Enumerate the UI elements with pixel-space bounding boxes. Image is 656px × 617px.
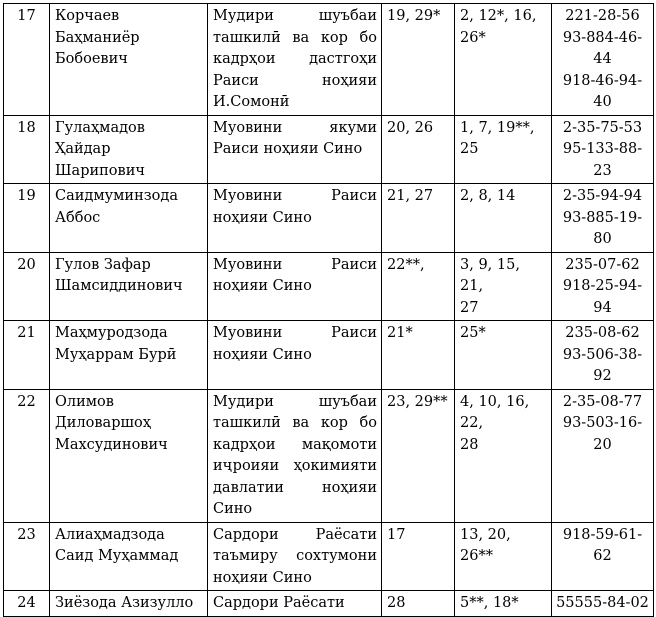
name-line: Саид Муҳаммад — [55, 548, 179, 564]
position-cell — [208, 389, 382, 522]
col5-line: 27 — [460, 299, 479, 316]
row-number: 23 — [17, 526, 36, 543]
row-number-cell — [4, 591, 50, 617]
phones-line: 235-07-62 — [565, 256, 640, 273]
duty-dates-cell-b — [455, 321, 552, 390]
row-number-cell — [4, 252, 50, 321]
name-line: Шамсиддинович — [55, 278, 183, 294]
duty-dates-cell-a — [382, 252, 455, 321]
position-line: Раиси ноҳияи Сино — [213, 141, 363, 157]
name-line: Шарипович — [55, 162, 145, 179]
position-line: Сардори Раёсати — [213, 595, 345, 611]
row-number-cell — [4, 4, 50, 116]
row-number-cell — [4, 115, 50, 184]
name-cell — [50, 4, 208, 116]
col4-line: 22**, — [387, 256, 425, 273]
phone-cell — [552, 184, 654, 253]
col5-line: 25* — [460, 325, 486, 341]
row-number: 21 — [17, 325, 36, 341]
phone-cell — [552, 591, 654, 617]
name-cell — [50, 389, 208, 522]
duty-dates-cell-b — [455, 389, 552, 522]
phones-line: 918-46-94-40 — [562, 72, 643, 110]
col5-line: 2, 12*, 16, — [460, 8, 537, 24]
col4-line: 28 — [387, 595, 406, 611]
name-cell — [50, 522, 208, 591]
row-number-cell — [4, 389, 50, 522]
position-line: иҷроияи ҳокимияти — [213, 458, 377, 474]
table-row — [4, 4, 654, 116]
name-cell — [50, 252, 208, 321]
name-line: Муҳаррам Бурӣ — [55, 346, 177, 363]
col5-line: 2, 8, 14 — [460, 188, 516, 204]
position-line: Муовини якуми — [213, 119, 377, 136]
duty-dates-cell-a — [382, 389, 455, 522]
row-number: 19 — [17, 188, 36, 204]
name-line: Олимов — [55, 393, 114, 410]
table-row — [4, 252, 654, 321]
position-line: таъмиру сохтумони — [213, 548, 377, 564]
phone-cell — [552, 522, 654, 591]
name-line: Баҳманиёр — [55, 29, 140, 46]
phone-cell — [552, 389, 654, 522]
position-cell — [208, 4, 382, 116]
position-line: Сино — [213, 501, 253, 517]
phones-line: 2-35-75-53 — [562, 119, 643, 136]
row-number: 24 — [17, 595, 36, 611]
name-line: Зиёзода Азизулло — [55, 595, 194, 611]
row-number: 18 — [17, 119, 36, 136]
table-row — [4, 321, 654, 390]
duty-dates-cell-a — [382, 591, 455, 617]
position-line: ташкилӣ ва кор бо — [213, 415, 377, 431]
position-line: ташкилӣ ва кор бо — [213, 29, 377, 46]
table-row — [4, 389, 654, 522]
duty-dates-cell-b — [455, 115, 552, 184]
phones-line: 93-885-19-80 — [562, 209, 643, 247]
name-cell — [50, 591, 208, 617]
name-line: Диловаршоҳ — [55, 415, 151, 431]
position-line: Сардори Раёсати — [213, 526, 377, 543]
table-row — [4, 115, 654, 184]
phones-line: 2-35-94-94 — [562, 188, 643, 204]
col5-line: 3, 9, 15, 21, — [460, 256, 520, 294]
phones-line: 95-133-88-23 — [562, 141, 643, 179]
position-line: кадрҳои дастгоҳи — [213, 51, 377, 67]
position-line: ноҳияи Сино — [213, 346, 312, 363]
col5-line: 13, 20, 26** — [460, 526, 511, 564]
position-line: Муовини Раиси — [213, 256, 377, 273]
duty-dates-cell-a — [382, 522, 455, 591]
phone-cell — [552, 252, 654, 321]
phone-cell — [552, 321, 654, 390]
duty-dates-cell-b — [455, 522, 552, 591]
phones-line: 918-25-94-94 — [562, 278, 643, 316]
name-line: Саидмуминзода — [55, 188, 178, 204]
position-line: Мудири шуъбаи — [213, 393, 377, 410]
position-line: Мудири шуъбаи — [213, 8, 377, 24]
name-line: Гулаҳмадов — [55, 119, 145, 136]
name-line: Корчаев — [55, 8, 120, 24]
position-line: кадрҳои мақомоти — [213, 436, 377, 453]
col5-line: 5**, 18* — [460, 595, 519, 611]
duty-schedule-table — [3, 3, 654, 617]
duty-dates-cell-b — [455, 591, 552, 617]
position-cell — [208, 522, 382, 591]
name-cell — [50, 184, 208, 253]
phones-line: 93-503-16-20 — [562, 415, 643, 453]
row-number: 22 — [17, 393, 36, 410]
phones-line: 221-28-56 — [565, 8, 640, 24]
col4-line: 23, 29** — [387, 393, 448, 410]
col5-line: 26* — [460, 29, 486, 46]
position-cell — [208, 321, 382, 390]
position-line: ноҳияи Сино — [213, 569, 312, 586]
col4-line: 17 — [387, 526, 406, 543]
table-row — [4, 522, 654, 591]
position-line: Муовини Раиси — [213, 188, 377, 204]
duty-dates-cell-a — [382, 115, 455, 184]
phones-line: 2-35-08-77 — [562, 393, 643, 410]
col5-line: 28 — [460, 436, 479, 453]
col4-line: 20, 26 — [387, 119, 434, 136]
position-cell — [208, 115, 382, 184]
col4-line: 19, 29* — [387, 8, 441, 24]
duty-dates-cell-a — [382, 4, 455, 116]
position-line: давлатии ноҳияи — [213, 479, 377, 496]
position-line: Раиси ноҳияи — [213, 72, 377, 89]
name-line: Гулов Зафар — [55, 256, 151, 273]
col5-line: 1, 7, 19**, 25 — [460, 119, 535, 157]
phone-cell — [552, 115, 654, 184]
row-number: 20 — [17, 256, 36, 273]
name-line: Ҳайдар — [55, 141, 111, 157]
phones-line: 93-884-46-44 — [562, 29, 643, 67]
position-line: ноҳияи Сино — [213, 209, 312, 226]
phones-line: 93-506-38-92 — [562, 346, 643, 384]
duty-dates-cell-a — [382, 184, 455, 253]
position-line: Муовини Раиси — [213, 325, 377, 341]
row-number: 17 — [17, 8, 36, 24]
name-line: Алиаҳмадзода — [55, 526, 165, 543]
phones-line: 55555-84-02 — [556, 595, 649, 611]
position-line: И.Сомонӣ — [213, 94, 290, 110]
name-line: Махсудинович — [55, 436, 168, 453]
position-cell — [208, 591, 382, 617]
name-line: Бобоевич — [55, 51, 128, 67]
col4-line: 21* — [387, 325, 413, 341]
duty-dates-cell-b — [455, 4, 552, 116]
position-cell — [208, 252, 382, 321]
position-cell — [208, 184, 382, 253]
position-line: ноҳияи Сино — [213, 278, 312, 294]
col5-line: 4, 10, 16, 22, — [460, 393, 530, 431]
phone-cell — [552, 4, 654, 116]
row-number-cell — [4, 184, 50, 253]
row-number-cell — [4, 321, 50, 390]
col4-line: 21, 27 — [387, 188, 434, 204]
phones-line: 918-59-61-62 — [562, 526, 643, 564]
duty-dates-cell-a — [382, 321, 455, 390]
duty-dates-cell-b — [455, 252, 552, 321]
row-number-cell — [4, 522, 50, 591]
name-cell — [50, 321, 208, 390]
table-row — [4, 591, 654, 617]
table-row — [4, 184, 654, 253]
name-line: Аббос — [55, 209, 101, 226]
name-line: Маҳмуродзода — [55, 325, 168, 341]
table-body — [4, 4, 654, 617]
phones-line: 235-08-62 — [565, 325, 640, 341]
duty-dates-cell-b — [455, 184, 552, 253]
name-cell — [50, 115, 208, 184]
